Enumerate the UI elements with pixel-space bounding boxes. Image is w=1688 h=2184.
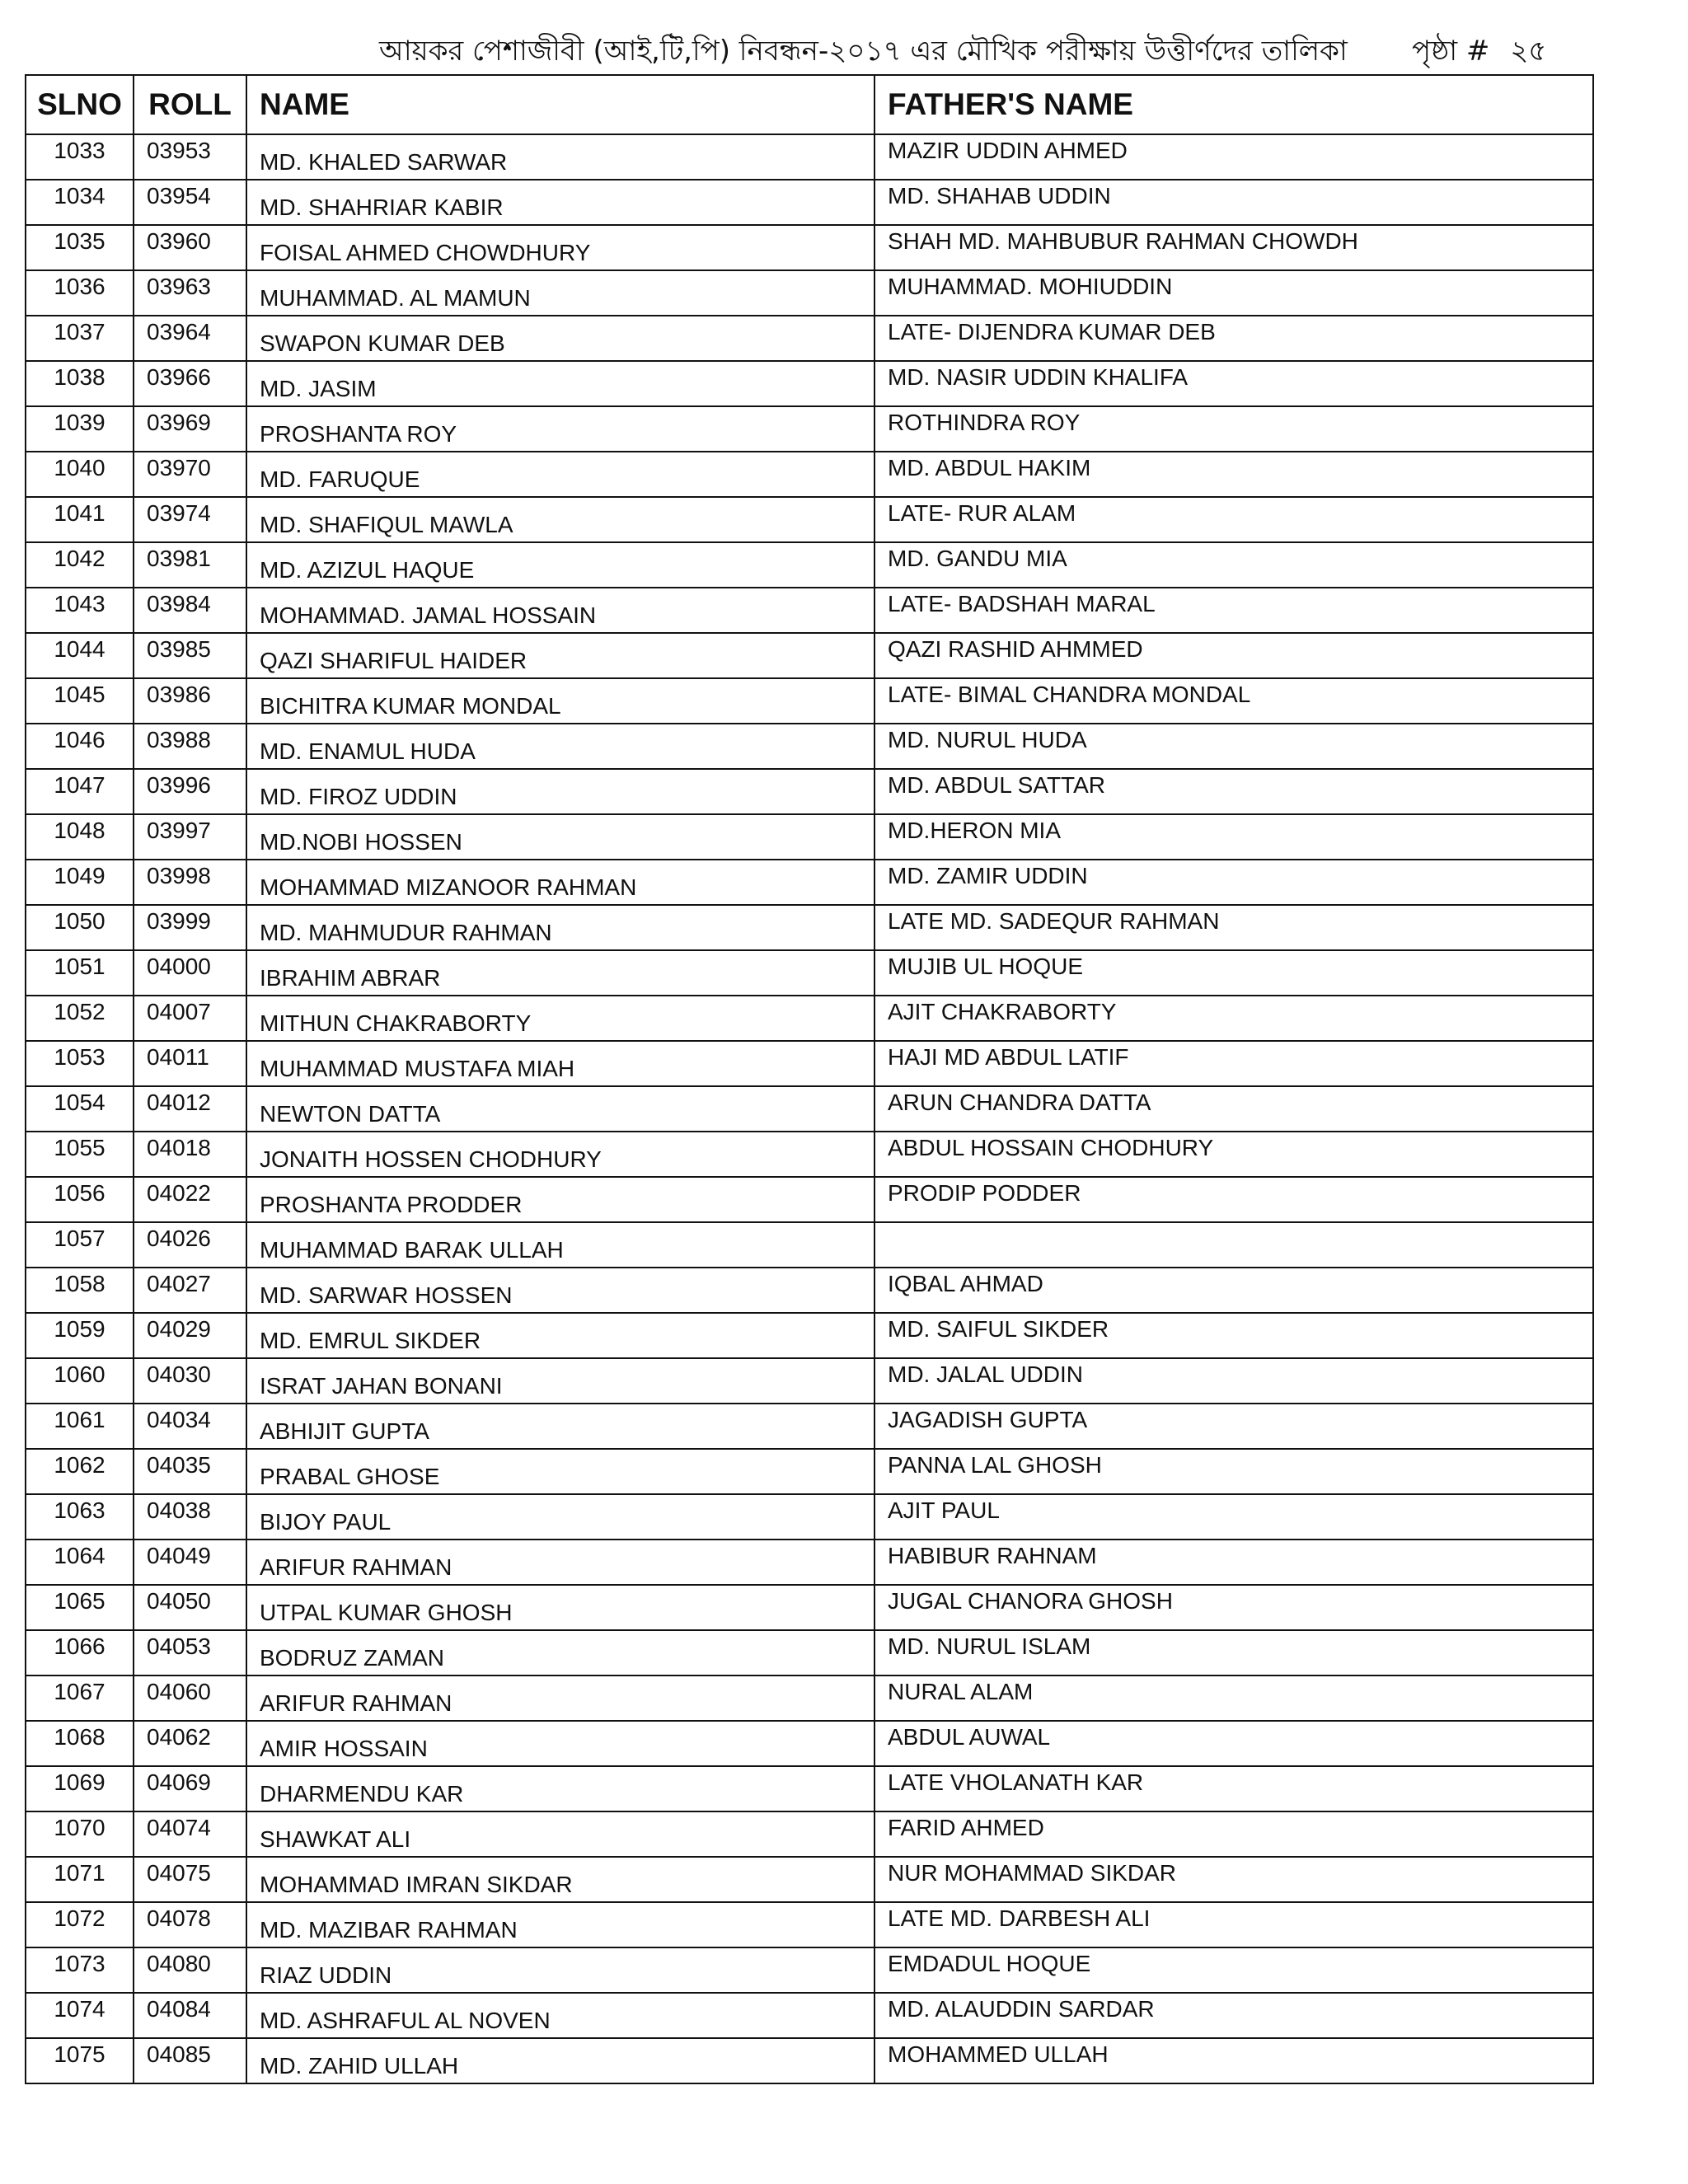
table-row <box>26 1358 1593 1404</box>
cell-roll: 03966 <box>134 361 246 406</box>
cell-name: BIJOY PAUL <box>246 1494 874 1540</box>
cell-name: PROSHANTA ROY <box>246 406 874 452</box>
cell-roll: 03996 <box>134 769 246 814</box>
cell-fathers-name: MD. GANDU MIA <box>874 542 1593 588</box>
cell-roll: 04035 <box>134 1449 246 1494</box>
cell-fathers-name: QAZI RASHID AHMMED <box>874 633 1593 678</box>
cell-name: MD. ZAHID ULLAH <box>246 2038 874 2083</box>
cell-slno: 1048 <box>26 814 134 860</box>
cell-roll: 03954 <box>134 180 246 225</box>
cell-fathers-name: AJIT CHAKRABORTY <box>874 996 1593 1041</box>
cell-roll: 04078 <box>134 1902 246 1947</box>
cell-slno: 1033 <box>26 134 134 180</box>
cell-name: MOHAMMAD IMRAN SIKDAR <box>246 1857 874 1902</box>
table-row <box>26 1947 1593 1993</box>
cell-name: SHAWKAT ALI <box>246 1811 874 1857</box>
cell-fathers-name: MD.HERON MIA <box>874 814 1593 860</box>
cell-fathers-name: PRODIP PODDER <box>874 1177 1593 1222</box>
table-row <box>26 542 1593 588</box>
page-prefix: পৃষ্ঠা # <box>1412 35 1490 68</box>
cell-slno: 1054 <box>26 1086 134 1132</box>
cell-name: UTPAL KUMAR GHOSH <box>246 1585 874 1630</box>
table-row <box>26 1675 1593 1721</box>
cell-roll: 03960 <box>134 225 246 270</box>
cell-slno: 1045 <box>26 678 134 724</box>
table-row <box>26 180 1593 225</box>
table-row <box>26 1585 1593 1630</box>
cell-fathers-name: HAJI MD ABDUL LATIF <box>874 1041 1593 1086</box>
cell-fathers-name: MD. ABDUL SATTAR <box>874 769 1593 814</box>
cell-fathers-name: MOHAMMED ULLAH <box>874 2038 1593 2083</box>
table-row <box>26 1993 1593 2038</box>
table-row <box>26 1540 1593 1585</box>
cell-roll: 03963 <box>134 270 246 316</box>
table-row <box>26 724 1593 769</box>
column-header-name: NAME <box>246 75 874 134</box>
cell-fathers-name: EMDADUL HOQUE <box>874 1947 1593 1993</box>
table-row <box>26 769 1593 814</box>
cell-fathers-name: MD. NASIR UDDIN KHALIFA <box>874 361 1593 406</box>
header-row <box>26 75 1593 134</box>
cell-name: MD. FIROZ UDDIN <box>246 769 874 814</box>
cell-slno: 1035 <box>26 225 134 270</box>
cell-fathers-name: ROTHINDRA ROY <box>874 406 1593 452</box>
table-row <box>26 678 1593 724</box>
cell-roll: 04011 <box>134 1041 246 1086</box>
cell-roll: 03970 <box>134 452 246 497</box>
cell-slno: 1034 <box>26 180 134 225</box>
cell-name: AMIR HOSSAIN <box>246 1721 874 1766</box>
cell-slno: 1056 <box>26 1177 134 1222</box>
cell-fathers-name: PANNA LAL GHOSH <box>874 1449 1593 1494</box>
cell-fathers-name: ABDUL AUWAL <box>874 1721 1593 1766</box>
cell-name: JONAITH HOSSEN CHODHURY <box>246 1132 874 1177</box>
cell-name: MD. ASHRAFUL AL NOVEN <box>246 1993 874 2038</box>
cell-name: MD. SARWAR HOSSEN <box>246 1268 874 1313</box>
table-row <box>26 270 1593 316</box>
table-row <box>26 633 1593 678</box>
cell-name: MD. EMRUL SIKDER <box>246 1313 874 1358</box>
cell-roll: 03974 <box>134 497 246 542</box>
cell-name: ABHIJIT GUPTA <box>246 1404 874 1449</box>
cell-name: MD. ENAMUL HUDA <box>246 724 874 769</box>
table-row <box>26 452 1593 497</box>
cell-name: MD. MAZIBAR RAHMAN <box>246 1902 874 1947</box>
cell-name: MUHAMMAD. AL MAMUN <box>246 270 874 316</box>
cell-slno: 1072 <box>26 1902 134 1947</box>
page-number: ২৫ <box>1510 35 1547 68</box>
cell-roll: 04053 <box>134 1630 246 1675</box>
cell-name: ISRAT JAHAN BONANI <box>246 1358 874 1404</box>
cell-fathers-name: LATE MD. SADEQUR RAHMAN <box>874 905 1593 950</box>
cell-name: MOHAMMAD MIZANOOR RAHMAN <box>246 860 874 905</box>
cell-name: MOHAMMAD. JAMAL HOSSAIN <box>246 588 874 633</box>
cell-fathers-name: MD. NURUL HUDA <box>874 724 1593 769</box>
cell-fathers-name: MD. ABDUL HAKIM <box>874 452 1593 497</box>
cell-fathers-name: NURAL ALAM <box>874 1675 1593 1721</box>
cell-fathers-name: MAZIR UDDIN AHMED <box>874 134 1593 180</box>
cell-slno: 1060 <box>26 1358 134 1404</box>
table-row <box>26 1494 1593 1540</box>
cell-name: ARIFUR RAHMAN <box>246 1675 874 1721</box>
cell-name: MD.NOBI HOSSEN <box>246 814 874 860</box>
cell-fathers-name: HABIBUR RAHNAM <box>874 1540 1593 1585</box>
cell-slno: 1067 <box>26 1675 134 1721</box>
table-row <box>26 1449 1593 1494</box>
cell-roll: 04085 <box>134 2038 246 2083</box>
cell-roll: 04022 <box>134 1177 246 1222</box>
cell-roll: 04012 <box>134 1086 246 1132</box>
column-header-roll: ROLL <box>134 75 246 134</box>
cell-roll: 04000 <box>134 950 246 996</box>
cell-roll: 04084 <box>134 1993 246 2038</box>
cell-slno: 1059 <box>26 1313 134 1358</box>
cell-roll: 03985 <box>134 633 246 678</box>
cell-roll: 04049 <box>134 1540 246 1585</box>
table-row <box>26 588 1593 633</box>
cell-name: BICHITRA KUMAR MONDAL <box>246 678 874 724</box>
cell-slno: 1057 <box>26 1222 134 1268</box>
table-row <box>26 1313 1593 1358</box>
cell-slno: 1042 <box>26 542 134 588</box>
table-row <box>26 1811 1593 1857</box>
cell-name: PRABAL GHOSE <box>246 1449 874 1494</box>
cell-roll: 04030 <box>134 1358 246 1404</box>
cell-roll: 03984 <box>134 588 246 633</box>
cell-fathers-name: JUGAL CHANORA GHOSH <box>874 1585 1593 1630</box>
cell-slno: 1036 <box>26 270 134 316</box>
cell-fathers-name: LATE MD. DARBESH ALI <box>874 1902 1593 1947</box>
cell-fathers-name: FARID AHMED <box>874 1811 1593 1857</box>
cell-name: SWAPON KUMAR DEB <box>246 316 874 361</box>
cell-slno: 1068 <box>26 1721 134 1766</box>
cell-fathers-name: MUJIB UL HOQUE <box>874 950 1593 996</box>
cell-slno: 1064 <box>26 1540 134 1585</box>
cell-fathers-name <box>874 1222 1593 1268</box>
table-row <box>26 905 1593 950</box>
page-number-label <box>1412 30 1546 77</box>
cell-roll: 04038 <box>134 1494 246 1540</box>
cell-roll: 04050 <box>134 1585 246 1630</box>
table-row <box>26 1721 1593 1766</box>
table-row <box>26 814 1593 860</box>
cell-roll: 04027 <box>134 1268 246 1313</box>
cell-slno: 1041 <box>26 497 134 542</box>
cell-name: BODRUZ ZAMAN <box>246 1630 874 1675</box>
cell-slno: 1075 <box>26 2038 134 2083</box>
table-row <box>26 1222 1593 1268</box>
cell-slno: 1047 <box>26 769 134 814</box>
cell-roll: 04034 <box>134 1404 246 1449</box>
cell-slno: 1039 <box>26 406 134 452</box>
cell-name: PROSHANTA PRODDER <box>246 1177 874 1222</box>
cell-fathers-name: MD. ZAMIR UDDIN <box>874 860 1593 905</box>
table-row <box>26 406 1593 452</box>
cell-fathers-name: MD. SAIFUL SIKDER <box>874 1313 1593 1358</box>
cell-slno: 1074 <box>26 1993 134 2038</box>
cell-name: FOISAL AHMED CHOWDHURY <box>246 225 874 270</box>
document-title: আয়কর পেশাজীবী (আই,টি,পি) নিবন্ধন-২০১৭ এর মৌখিক পরীক্ষায় উত্তীর্ণদের তালিকা <box>379 35 1348 68</box>
cell-fathers-name: SHAH MD. MAHBUBUR RAHMAN CHOWDH <box>874 225 1593 270</box>
cell-fathers-name: MUHAMMAD. MOHIUDDIN <box>874 270 1593 316</box>
table-row <box>26 1177 1593 1222</box>
cell-fathers-name: ARUN CHANDRA DATTA <box>874 1086 1593 1132</box>
cell-slno: 1063 <box>26 1494 134 1540</box>
cell-roll: 03969 <box>134 406 246 452</box>
cell-slno: 1037 <box>26 316 134 361</box>
table-row <box>26 1766 1593 1811</box>
table-row <box>26 361 1593 406</box>
cell-slno: 1071 <box>26 1857 134 1902</box>
cell-slno: 1062 <box>26 1449 134 1494</box>
table-row <box>26 1630 1593 1675</box>
cell-fathers-name: MD. NURUL ISLAM <box>874 1630 1593 1675</box>
cell-roll: 03988 <box>134 724 246 769</box>
column-header-fathers-name: FATHER'S NAME <box>874 75 1593 134</box>
cell-slno: 1070 <box>26 1811 134 1857</box>
cell-name: MD. AZIZUL HAQUE <box>246 542 874 588</box>
cell-roll: 03998 <box>134 860 246 905</box>
cell-slno: 1038 <box>26 361 134 406</box>
cell-name: RIAZ UDDIN <box>246 1947 874 1993</box>
cell-slno: 1046 <box>26 724 134 769</box>
table-row <box>26 1857 1593 1902</box>
cell-name: MD. KHALED SARWAR <box>246 134 874 180</box>
cell-name: MITHUN CHAKRABORTY <box>246 996 874 1041</box>
cell-name: ARIFUR RAHMAN <box>246 1540 874 1585</box>
cell-name: NEWTON DATTA <box>246 1086 874 1132</box>
cell-slno: 1053 <box>26 1041 134 1086</box>
cell-roll: 04060 <box>134 1675 246 1721</box>
cell-fathers-name: MD. SHAHAB UDDIN <box>874 180 1593 225</box>
cell-slno: 1061 <box>26 1404 134 1449</box>
table-row <box>26 1086 1593 1132</box>
table-row <box>26 497 1593 542</box>
cell-fathers-name: LATE- BADSHAH MARAL <box>874 588 1593 633</box>
cell-name: MD. SHAFIQUL MAWLA <box>246 497 874 542</box>
cell-slno: 1065 <box>26 1585 134 1630</box>
cell-slno: 1050 <box>26 905 134 950</box>
cell-slno: 1051 <box>26 950 134 996</box>
cell-slno: 1069 <box>26 1766 134 1811</box>
cell-roll: 04007 <box>134 996 246 1041</box>
table-row <box>26 2038 1593 2083</box>
cell-roll: 04029 <box>134 1313 246 1358</box>
cell-name: MUHAMMAD MUSTAFA MIAH <box>246 1041 874 1086</box>
cell-name: MD. SHAHRIAR KABIR <box>246 180 874 225</box>
cell-roll: 03981 <box>134 542 246 588</box>
cell-roll: 03953 <box>134 134 246 180</box>
table-row <box>26 1902 1593 1947</box>
results-table <box>25 74 1594 2084</box>
cell-slno: 1044 <box>26 633 134 678</box>
cell-slno: 1055 <box>26 1132 134 1177</box>
cell-fathers-name: AJIT PAUL <box>874 1494 1593 1540</box>
cell-roll: 03986 <box>134 678 246 724</box>
cell-fathers-name: IQBAL AHMAD <box>874 1268 1593 1313</box>
table-row <box>26 225 1593 270</box>
cell-roll: 04018 <box>134 1132 246 1177</box>
cell-fathers-name: NUR MOHAMMAD SIKDAR <box>874 1857 1593 1902</box>
table-row <box>26 1132 1593 1177</box>
cell-roll: 04069 <box>134 1766 246 1811</box>
cell-roll: 03997 <box>134 814 246 860</box>
table-body <box>26 134 1593 2083</box>
cell-fathers-name: LATE- BIMAL CHANDRA MONDAL <box>874 678 1593 724</box>
table-header <box>26 75 1593 134</box>
cell-fathers-name: MD. ALAUDDIN SARDAR <box>874 1993 1593 2038</box>
cell-slno: 1052 <box>26 996 134 1041</box>
cell-name: DHARMENDU KAR <box>246 1766 874 1811</box>
cell-slno: 1073 <box>26 1947 134 1993</box>
cell-slno: 1040 <box>26 452 134 497</box>
cell-fathers-name: ABDUL HOSSAIN CHODHURY <box>874 1132 1593 1177</box>
table-row <box>26 1404 1593 1449</box>
cell-roll: 03999 <box>134 905 246 950</box>
cell-roll: 04026 <box>134 1222 246 1268</box>
cell-fathers-name: LATE VHOLANATH KAR <box>874 1766 1593 1811</box>
cell-roll: 04075 <box>134 1857 246 1902</box>
cell-name: QAZI SHARIFUL HAIDER <box>246 633 874 678</box>
cell-roll: 04062 <box>134 1721 246 1766</box>
cell-slno: 1049 <box>26 860 134 905</box>
cell-roll: 03964 <box>134 316 246 361</box>
cell-name: IBRAHIM ABRAR <box>246 950 874 996</box>
cell-name: MD. JASIM <box>246 361 874 406</box>
table-row <box>26 134 1593 180</box>
table-row <box>26 1041 1593 1086</box>
cell-slno: 1043 <box>26 588 134 633</box>
table-row <box>26 860 1593 905</box>
cell-name: MUHAMMAD BARAK ULLAH <box>246 1222 874 1268</box>
cell-fathers-name: MD. JALAL UDDIN <box>874 1358 1593 1404</box>
table-row <box>26 950 1593 996</box>
cell-fathers-name: JAGADISH GUPTA <box>874 1404 1593 1449</box>
cell-fathers-name: LATE- RUR ALAM <box>874 497 1593 542</box>
cell-slno: 1066 <box>26 1630 134 1675</box>
cell-roll: 04074 <box>134 1811 246 1857</box>
cell-name: MD. FARUQUE <box>246 452 874 497</box>
cell-slno: 1058 <box>26 1268 134 1313</box>
cell-fathers-name: LATE- DIJENDRA KUMAR DEB <box>874 316 1593 361</box>
cell-roll: 04080 <box>134 1947 246 1993</box>
column-header-slno: SLNO <box>26 75 134 134</box>
table-row <box>26 1268 1593 1313</box>
cell-name: MD. MAHMUDUR RAHMAN <box>246 905 874 950</box>
table-row <box>26 996 1593 1041</box>
results-table-container <box>25 74 1592 2084</box>
table-row <box>26 316 1593 361</box>
